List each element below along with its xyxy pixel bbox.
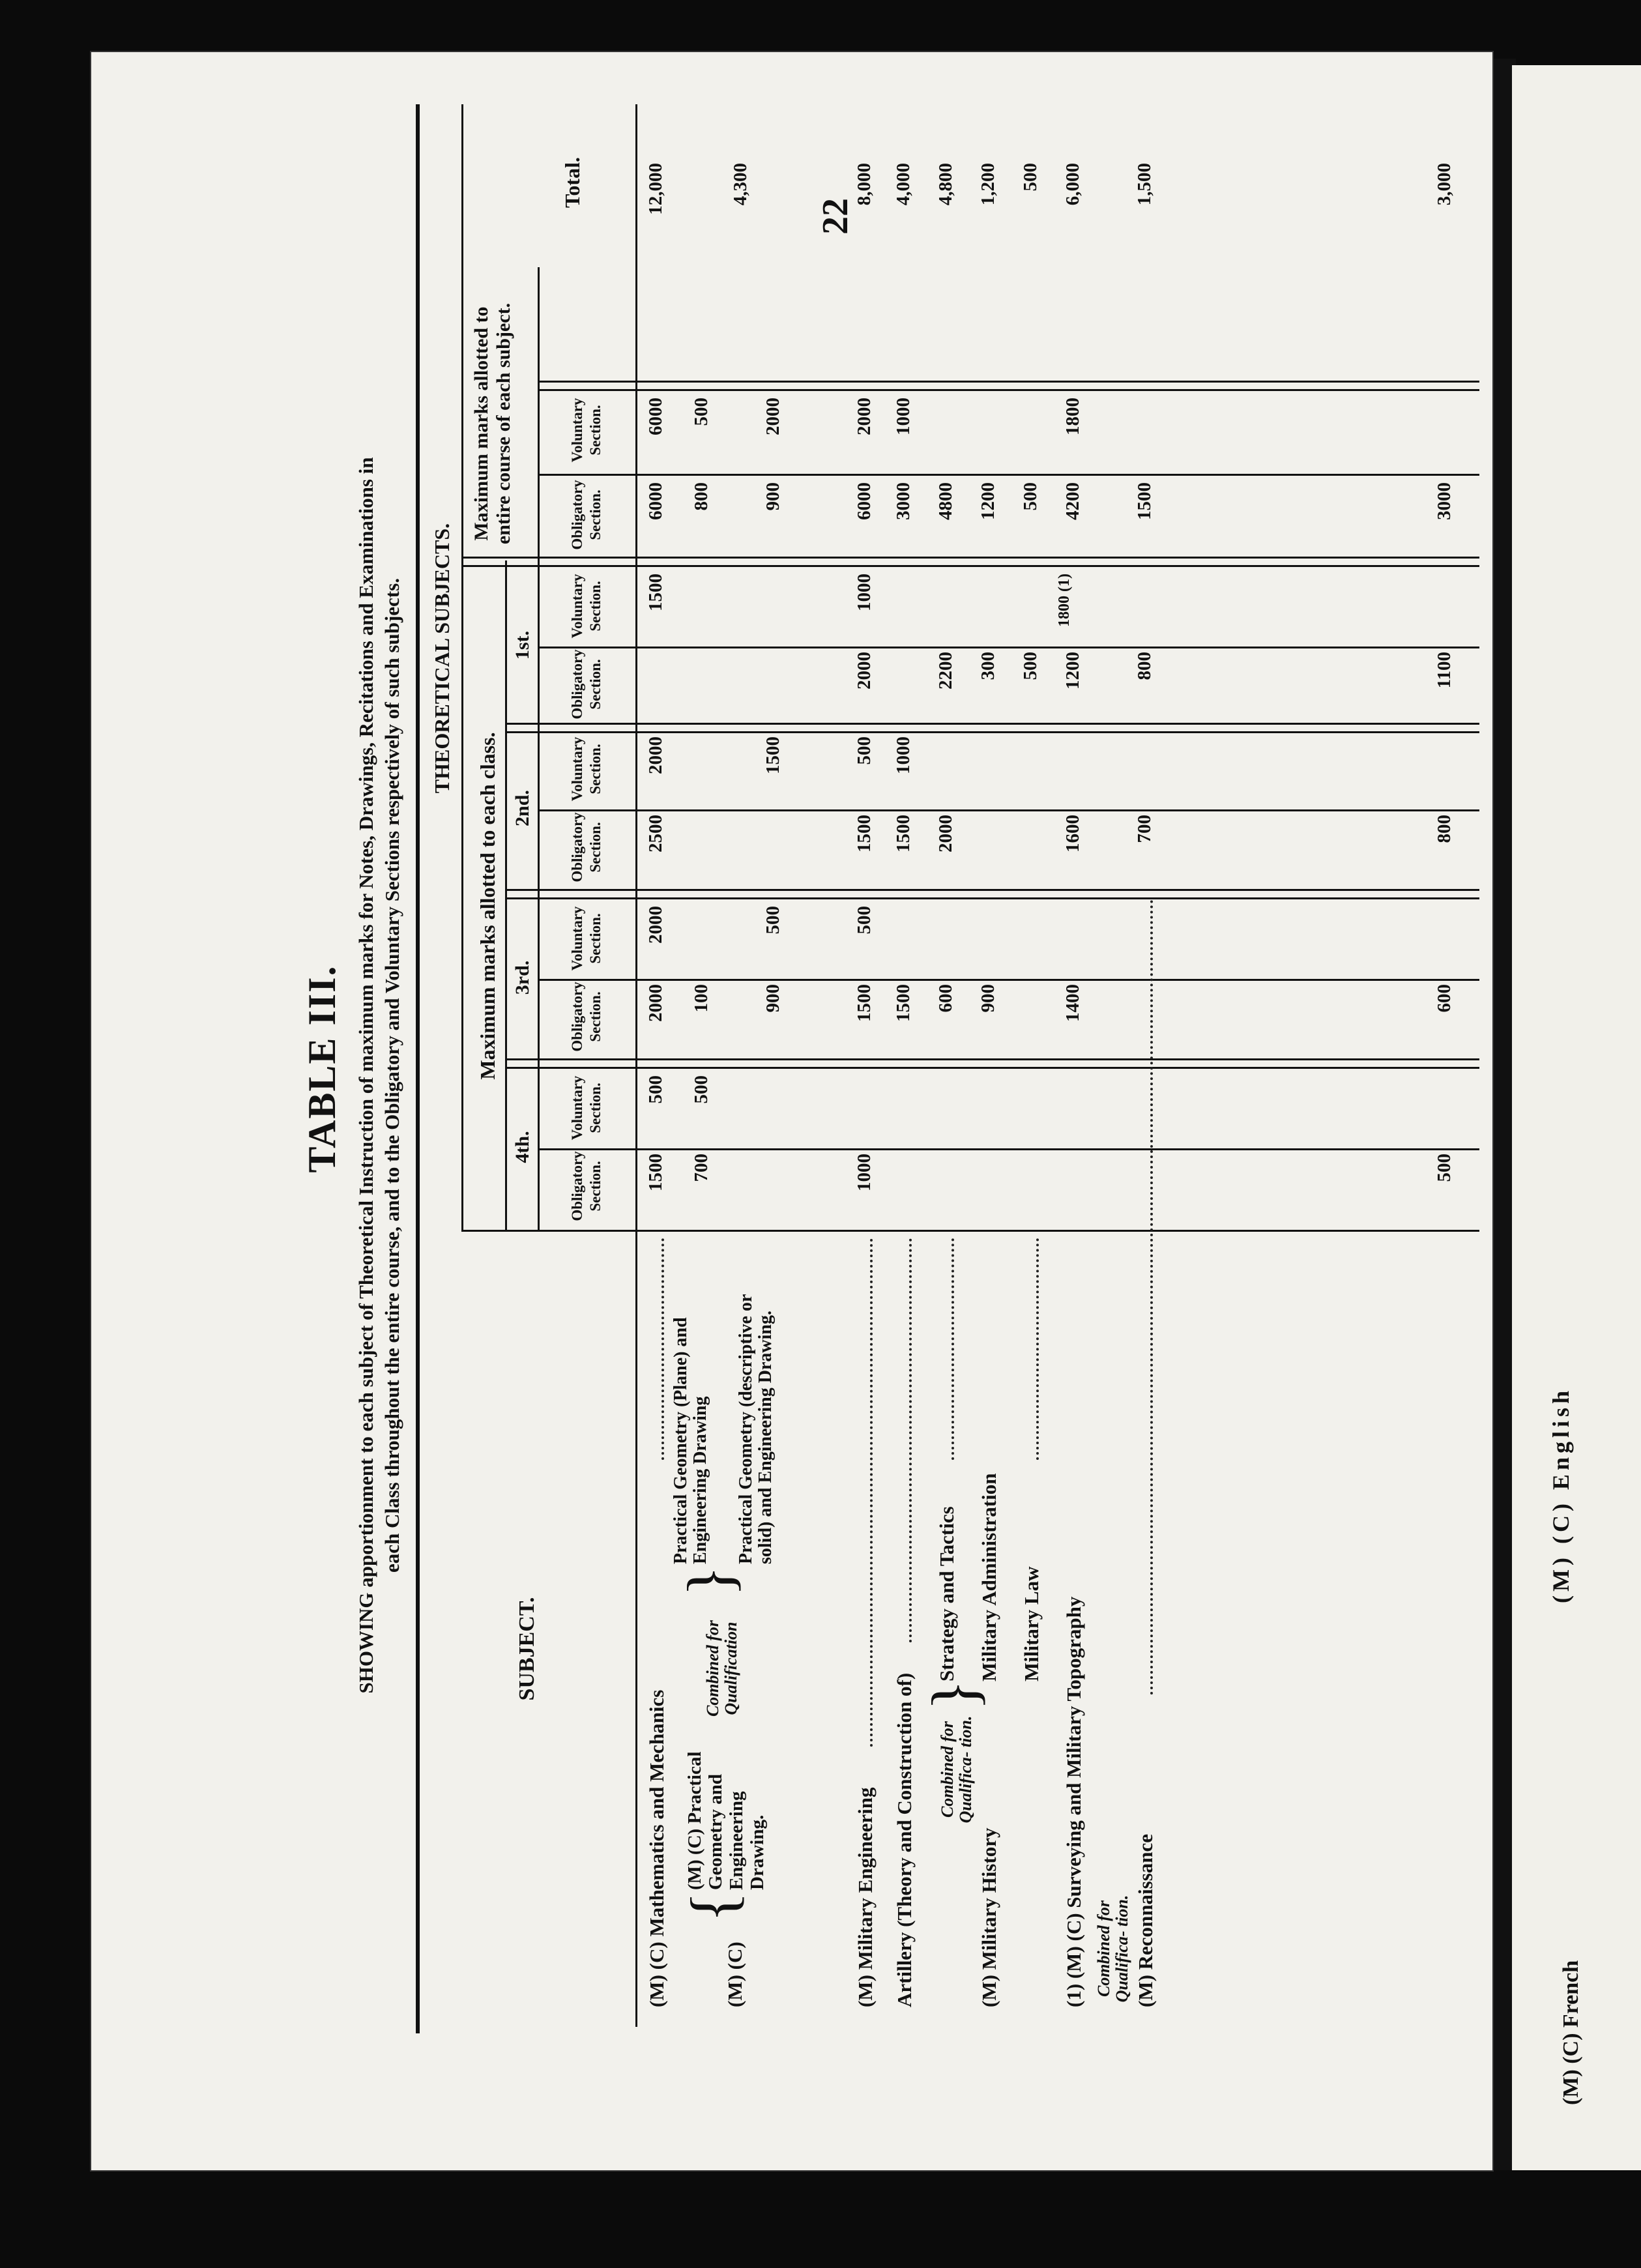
subject-header: SUBJECT. (515, 1597, 539, 1701)
subhead-rule (538, 267, 540, 1232)
leader-dots (951, 1238, 954, 1460)
cell: 800 (691, 482, 712, 511)
cell: 2000 (854, 652, 875, 690)
cell: 900 (762, 482, 783, 511)
cell-total: 500 (1020, 163, 1041, 192)
rotated-table-page (280, 91, 1518, 2046)
cell: 500 (762, 906, 783, 935)
left-brace: { (677, 1891, 749, 1923)
subject-descriptive-geometry: Practical Geometry (descriptive or solid) and Engineering Drawing. (736, 1294, 776, 1564)
cell: 1500 (645, 574, 666, 611)
total-header: Total. (560, 157, 584, 208)
class-header-1st: 1st. (512, 630, 533, 660)
cell: 500 (691, 1075, 712, 1104)
cell: 300 (978, 652, 998, 680)
cell: 1400 (1062, 984, 1083, 1022)
cell: 100 (691, 984, 712, 1013)
col-rule-double (505, 723, 1479, 733)
cell: 900 (978, 984, 998, 1013)
leader-dots (1036, 1238, 1039, 1460)
cell: 1000 (854, 1154, 875, 1191)
cell: 500 (645, 1075, 666, 1104)
cell: 2000 (935, 815, 956, 852)
class-header-4th: 4th. (512, 1131, 533, 1163)
cell: 500 (1434, 1154, 1455, 1182)
cell: 800 (1134, 652, 1155, 680)
class-group-header: Maximum marks allotted to each class. (476, 732, 499, 1080)
cell: 1800 (1) (1056, 574, 1073, 627)
col-3rd-voluntary: Voluntary Section. (569, 906, 603, 971)
leader-dots (870, 1238, 873, 1747)
subject-practical-geometry: (M) (C) Practical Geometry and Engineering Drawing. (684, 1751, 768, 1890)
cell: 1200 (1062, 652, 1083, 690)
cell: 500 (854, 736, 875, 765)
cell: 1500 (893, 815, 914, 852)
cell-total: 4,800 (935, 163, 956, 206)
cell: 1100 (1434, 652, 1455, 689)
col-2nd-voluntary: Voluntary Section. (569, 736, 603, 802)
section-rule (461, 104, 463, 1232)
cell: 3000 (893, 482, 914, 520)
cell: 800 (1434, 815, 1455, 843)
bottom-row-subject: (M) (C) French (1559, 1960, 1583, 2105)
subject-artillery: Artillery (Theory and Construction of) (893, 1672, 916, 2007)
leader-dots (1150, 899, 1153, 1694)
subject-military-engineering: (M) Military Engineering (854, 1787, 877, 2007)
page-number: 22 (815, 198, 856, 235)
cell-total: 3,000 (1434, 163, 1455, 206)
cell-total: 1,200 (978, 163, 998, 206)
col-4th-obligatory: Obligatory Section. (569, 1151, 603, 1221)
cell-total: 4,300 (730, 163, 751, 206)
combined-label: Combined for Qualifica- tion. (1094, 1895, 1131, 2003)
cell: 2000 (645, 906, 666, 944)
combined-label: Combined for Qualification (703, 1620, 740, 1717)
subject-prefix-mc: (M) (C) (723, 1941, 746, 2007)
cell: 1500 (854, 984, 875, 1022)
right-brace: } (918, 1679, 991, 1711)
cell: 6000 (854, 482, 875, 520)
cell: 3000 (1434, 482, 1455, 520)
col-rule (538, 474, 1479, 476)
subject-military-law: Military Law (1020, 1566, 1043, 1681)
cell: 6000 (645, 398, 666, 435)
cell: 1000 (854, 574, 875, 611)
col-course-obligatory: Obligatory Section. (569, 480, 603, 550)
cell: 500 (854, 906, 875, 935)
col-2nd-obligatory: Obligatory Section. (569, 812, 603, 882)
cell: 2200 (935, 652, 956, 690)
cell: 1500 (854, 815, 875, 852)
cell-total: 4,000 (893, 163, 914, 206)
col-rule (463, 1230, 1479, 1232)
header-rule (416, 104, 420, 2033)
cell: 700 (1134, 815, 1155, 843)
subject-strategy-tactics: Strategy and Tactics (935, 1506, 958, 1681)
cell: 500 (691, 398, 712, 426)
cell: 1500 (893, 984, 914, 1022)
cell-total: 8,000 (854, 163, 875, 206)
leader-dots (909, 1238, 912, 1642)
table-caption (353, 111, 405, 2040)
col-rule (538, 809, 1479, 811)
cell: 700 (691, 1154, 712, 1182)
combined-label: Combined for Qualifica- tion. (938, 1715, 975, 1824)
col-rule-double (538, 381, 1479, 391)
cell: 1200 (978, 482, 998, 520)
col-rule (538, 1148, 1479, 1150)
cell: 1000 (893, 736, 914, 774)
subject-plane-geometry: Practical Geometry (Plane) and Engineering Drawing (671, 1317, 710, 1564)
cell: 600 (1434, 984, 1455, 1013)
subject-reconnaissance: (M) Reconnaissance (1134, 1833, 1157, 2007)
cell: 2000 (762, 398, 783, 435)
cell: 1500 (762, 736, 783, 774)
cell: 2000 (645, 736, 666, 774)
cell: 1800 (1062, 398, 1083, 435)
cell: 2000 (854, 398, 875, 435)
leader-dots (661, 1238, 664, 1460)
col-3rd-obligatory: Obligatory Section. (569, 981, 603, 1052)
cell: 900 (762, 984, 783, 1013)
cell: 500 (1020, 482, 1041, 511)
caption-line-2: each Class throughout the entire course, and to the Obligatory and Voluntary Sections respectively of such subjects. (381, 578, 403, 1573)
next-page-edge (1512, 65, 1641, 2170)
right-brace: } (674, 1565, 746, 1597)
col-rule (538, 979, 1479, 981)
subject-military-history: (M) Military History (978, 1827, 1000, 2007)
cell: 500 (1020, 652, 1041, 680)
cell: 1500 (645, 1154, 666, 1191)
cell: 4200 (1062, 482, 1083, 520)
cell: 2500 (645, 815, 666, 852)
col-course-voluntary: Voluntary Section. (569, 398, 603, 463)
cell: 1600 (1062, 815, 1083, 852)
caption-line-1: SHOWING apportionment to each subject of Theoretical Instruction of maximum marks for Notes, Drawings, Recitations and Examinations in (355, 457, 377, 1694)
class-header-3rd: 3rd. (512, 960, 533, 995)
cell-total: 12,000 (645, 163, 666, 215)
col-1st-obligatory: Obligatory Section. (569, 649, 603, 720)
col-rule (538, 647, 1479, 648)
cell: 600 (935, 984, 956, 1013)
table-title: TABLE III. (300, 965, 343, 1173)
bottom-row-2-subject: (M) (C) English (1548, 1387, 1574, 1603)
col-1st-voluntary: Voluntary Section. (569, 574, 603, 639)
subject-mathematics: (M) (C) Mathematics and Mechanics (645, 1689, 668, 2007)
course-group-header: Maximum marks allotted to entire course of each subject. (471, 302, 514, 545)
col-4th-voluntary: Voluntary Section. (569, 1075, 603, 1141)
cell-total: 1,500 (1134, 163, 1155, 206)
cell: 1500 (1134, 482, 1155, 520)
cell-total: 6,000 (1062, 163, 1083, 206)
cell: 1000 (893, 398, 914, 435)
cell: 4800 (935, 482, 956, 520)
subject-surveying: (1) (M) (C) Surveying and Military Topography (1062, 1596, 1085, 2007)
cell: 6000 (645, 482, 666, 520)
subject-military-administration: Military Administration (978, 1473, 1000, 1681)
section-heading: THEORETICAL SUBJECTS. (430, 523, 454, 794)
col-rule-double (505, 889, 1479, 899)
cell: 2000 (645, 984, 666, 1022)
col-rule-double (463, 557, 1479, 567)
class-header-2nd: 2nd. (512, 790, 533, 826)
col-rule-double (505, 1058, 1479, 1069)
